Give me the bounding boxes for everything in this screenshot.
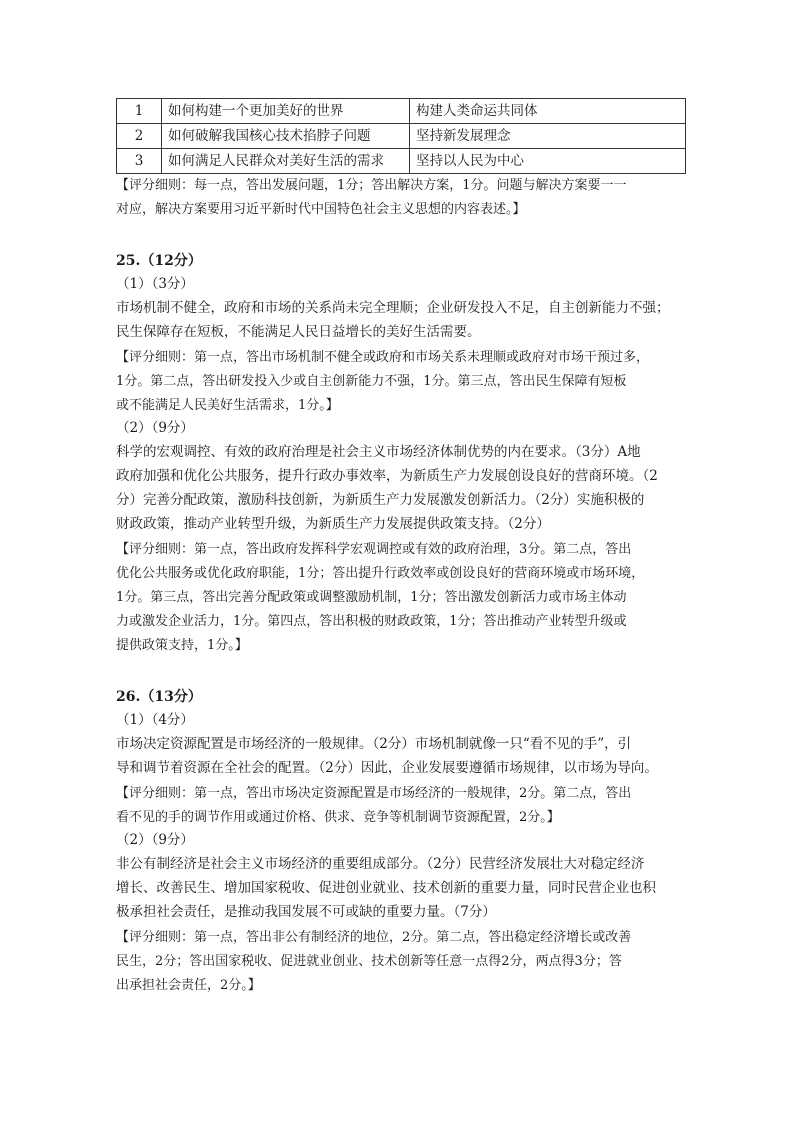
subquestion-label: （2）（9分） [116,420,194,436]
row-answer: 坚持以人民为中心 [410,149,686,174]
criteria-line: 【评分细则：第一点，答出政府发挥科学宏观调控或有效的政府治理，3分。第二点，答出 [116,542,632,557]
answer-line: 导和调节着资源在全社会的配置。（2分）因此，企业发展要遵循市场规律，以市场为导向。 [116,760,658,776]
criteria-line: 民生，2分；答出国家税收、促进就业创业、技术创新等任意一点得2分，两点得3分；答 [116,954,622,969]
criteria-line: 【评分细则：第一点，答出市场机制不健全或政府和市场关系未理顺或政府对市场干预过多， [116,350,650,365]
table-row [117,99,686,124]
answer-line: 科学的宏观调控、有效的政府治理是社会主义市场经济体制优势的内在要求。（3分）A地 [116,444,641,460]
answer-line: 民生保障存在短板，不能满足人民日益增长的美好生活需要。 [116,324,481,340]
answer-line: 分）完善分配政策，激励科技创新，为新质生产力发展激发创新活力。（2分）实施积极的 [116,492,645,508]
answer-table [116,98,686,174]
criteria-line: 1分。第二点，答出研发投入少或自主创新能力不强，1分。第三点，答出民生保障有短板 [116,374,627,389]
criteria-line: 1分。第三点，答出完善分配政策或调整激励机制，1分；答出激发创新活力或市场主体动 [116,590,627,605]
subquestion-label: （1）（4分） [116,712,194,728]
answer-line: 政府加强和优化公共服务，提升行政办事效率，为新质生产力发展创设良好的营商环境。（2 [116,468,658,484]
criteria-line: 对应，解决方案要用习近平新时代中国特色社会主义思想的内容表述。】 [116,202,526,217]
criteria-line: 提供政策支持，1分。】 [116,638,248,653]
row-number: 1 [117,99,162,124]
row-answer: 构建人类命运共同体 [410,99,686,124]
answer-line: 财政政策，推动产业转型升级，为新质生产力发展提供政策支持。（2分） [116,516,550,532]
criteria-line: 看不见的手的调节作用或通过价格、供求、竞争等机制调节资源配置，2分。】 [116,810,560,825]
criteria-line: 或不能满足人民美好生活需求，1分。】 [116,398,339,413]
row-number: 3 [117,149,162,174]
criteria-line: 力或激发企业活力，1分。第四点，答出积极的财政政策，1分；答出推动产业转型升级或 [116,614,627,629]
table-row [117,149,686,174]
answer-line: 市场机制不健全，政府和市场的关系尚未完全理顺；企业研发投入不足，自主创新能力不强； [116,300,670,316]
answer-line: 市场决定资源配置是市场经济的一般规律。（2分）市场机制就像一只“看不见的手”，引 [116,736,632,752]
table-row [117,124,686,149]
answer-line: 非公有制经济是社会主义市场经济的重要组成部分。（2分）民营经济发展壮大对稳定经济 [116,856,645,872]
row-question: 如何满足人民群众对美好生活的需求 [162,149,410,174]
criteria-line: 【评分细则：第一点，答出非公有制经济的地位，2分。第二点，答出稳定经济增长或改善 [116,930,632,945]
subquestion-label: （2）（9分） [116,832,194,848]
row-question: 如何构建一个更加美好的世界 [162,99,410,124]
question-heading: 25.（12分） [116,253,202,269]
criteria-line: 出承担社会责任，2分。】 [116,978,261,993]
answer-line: 增长、改善民生、增加国家税收、促进创业就业、技术创新的重要力量，同时民营企业也积 [116,880,656,896]
subquestion-label: （1）（3分） [116,276,194,292]
row-number: 2 [117,124,162,149]
criteria-line: 优化公共服务或优化政府职能，1分；答出提升行政效率或创设良好的营商环境或市场环境， [116,566,645,581]
question-heading: 26.（13分） [116,689,202,705]
answer-line: 极承担社会责任，是推动我国发展不可或缺的重要力量。（7分） [116,904,496,920]
row-answer: 坚持新发展理念 [410,124,686,149]
criteria-line: 【评分细则：每一点，答出发展问题，1分；答出解决方案，1分。问题与解决方案要一一 [116,178,627,193]
criteria-line: 【评分细则：第一点，答出市场决定资源配置是市场经济的一般规律，2分。第二点，答出 [116,786,632,801]
row-question: 如何破解我国核心技术掐脖子问题 [162,124,410,149]
